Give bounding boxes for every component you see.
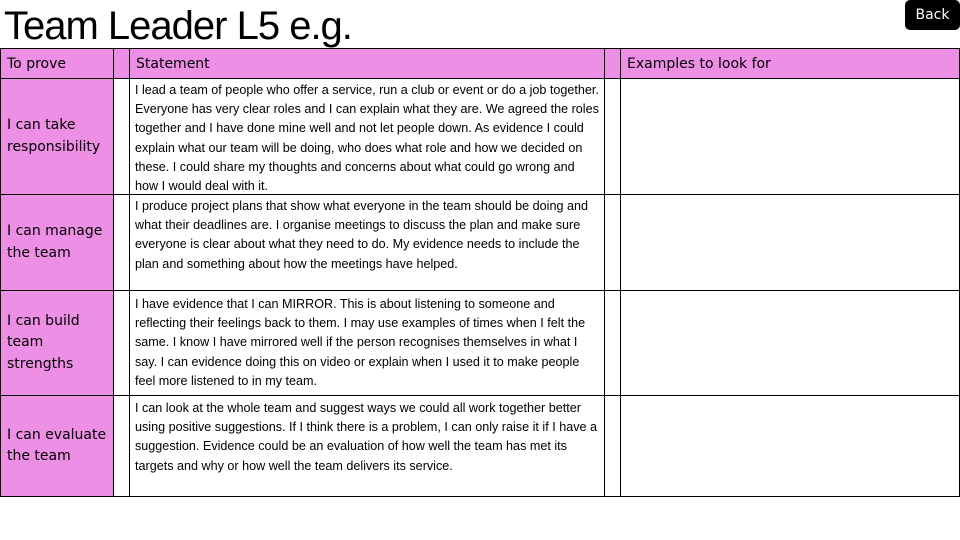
row-spacer <box>113 78 129 194</box>
header-statement <box>129 48 604 78</box>
row-statement-cell <box>129 395 604 497</box>
row-label: I can take responsibility <box>7 117 101 155</box>
row-examples-cell[interactable] <box>620 395 960 497</box>
row-examples-cell[interactable] <box>620 290 960 395</box>
row-statement: I lead a team of people who offer a service, run a club or event or do a job together. Everyone has very clear roles and I can explain what they are. We agreed the roles together and I have done mine well and not let people down. As evidence I could explain what our team will be doing, who does what role and how we decided on these. I could share my thoughts and concerns about what could go wrong and how I would deal with it. <box>135 83 599 194</box>
back-button[interactable]: Back <box>905 0 960 30</box>
row-statement: I have evidence that I can MIRROR. This is about listening to someone and reflecting their feelings back to them. I may use examples of times when I felt the same. I know I have mirrored well if the person recognises themselves in what I say. I can evidence doing this on video or explain when I used it to make people feel more listened to in my team. <box>135 297 586 388</box>
row-examples-cell[interactable] <box>620 194 960 290</box>
row-statement: I produce project plans that show what everyone in the team should be doing and what their deadlines are. I organise meetings to discuss the plan and make sure everyone is clear about what they need to do. My evidence needs to include the plan and something about how the meetings have helped. <box>135 199 588 271</box>
header-to-prove-label: To prove <box>7 56 66 72</box>
header-spacer <box>113 48 129 78</box>
row-label: I can manage the team <box>7 223 103 261</box>
row-label: I can evaluate the team <box>7 426 107 464</box>
header-statement-label: Statement <box>136 56 210 72</box>
row-label-cell <box>0 290 113 395</box>
row-label-cell <box>0 395 113 497</box>
header-examples-label: Examples to look for <box>627 56 771 72</box>
row-spacer <box>604 194 620 290</box>
row-examples-cell[interactable] <box>620 78 960 194</box>
row-spacer <box>604 78 620 194</box>
header-examples <box>620 48 960 78</box>
header-spacer <box>604 48 620 78</box>
row-spacer <box>604 395 620 497</box>
row-statement-cell <box>129 290 604 395</box>
row-label: I can build team strengths <box>7 312 80 372</box>
row-statement-cell <box>129 78 604 194</box>
row-statement-cell <box>129 194 604 290</box>
header-to-prove <box>0 48 113 78</box>
row-label-cell <box>0 78 113 194</box>
page-title: Team Leader L5 e.g. <box>4 4 352 48</box>
row-spacer <box>113 194 129 290</box>
row-spacer <box>113 290 129 395</box>
row-spacer <box>113 395 129 497</box>
row-spacer <box>604 290 620 395</box>
row-label-cell <box>0 194 113 290</box>
row-statement: I can look at the whole team and suggest ways we could all work together better using positive suggestions. If I think there is a problem, I can only raise it if I have a suggestion. Evidence could be an evaluation of how well the team has met its targets and why or how well the team delivers its service. <box>135 401 598 473</box>
